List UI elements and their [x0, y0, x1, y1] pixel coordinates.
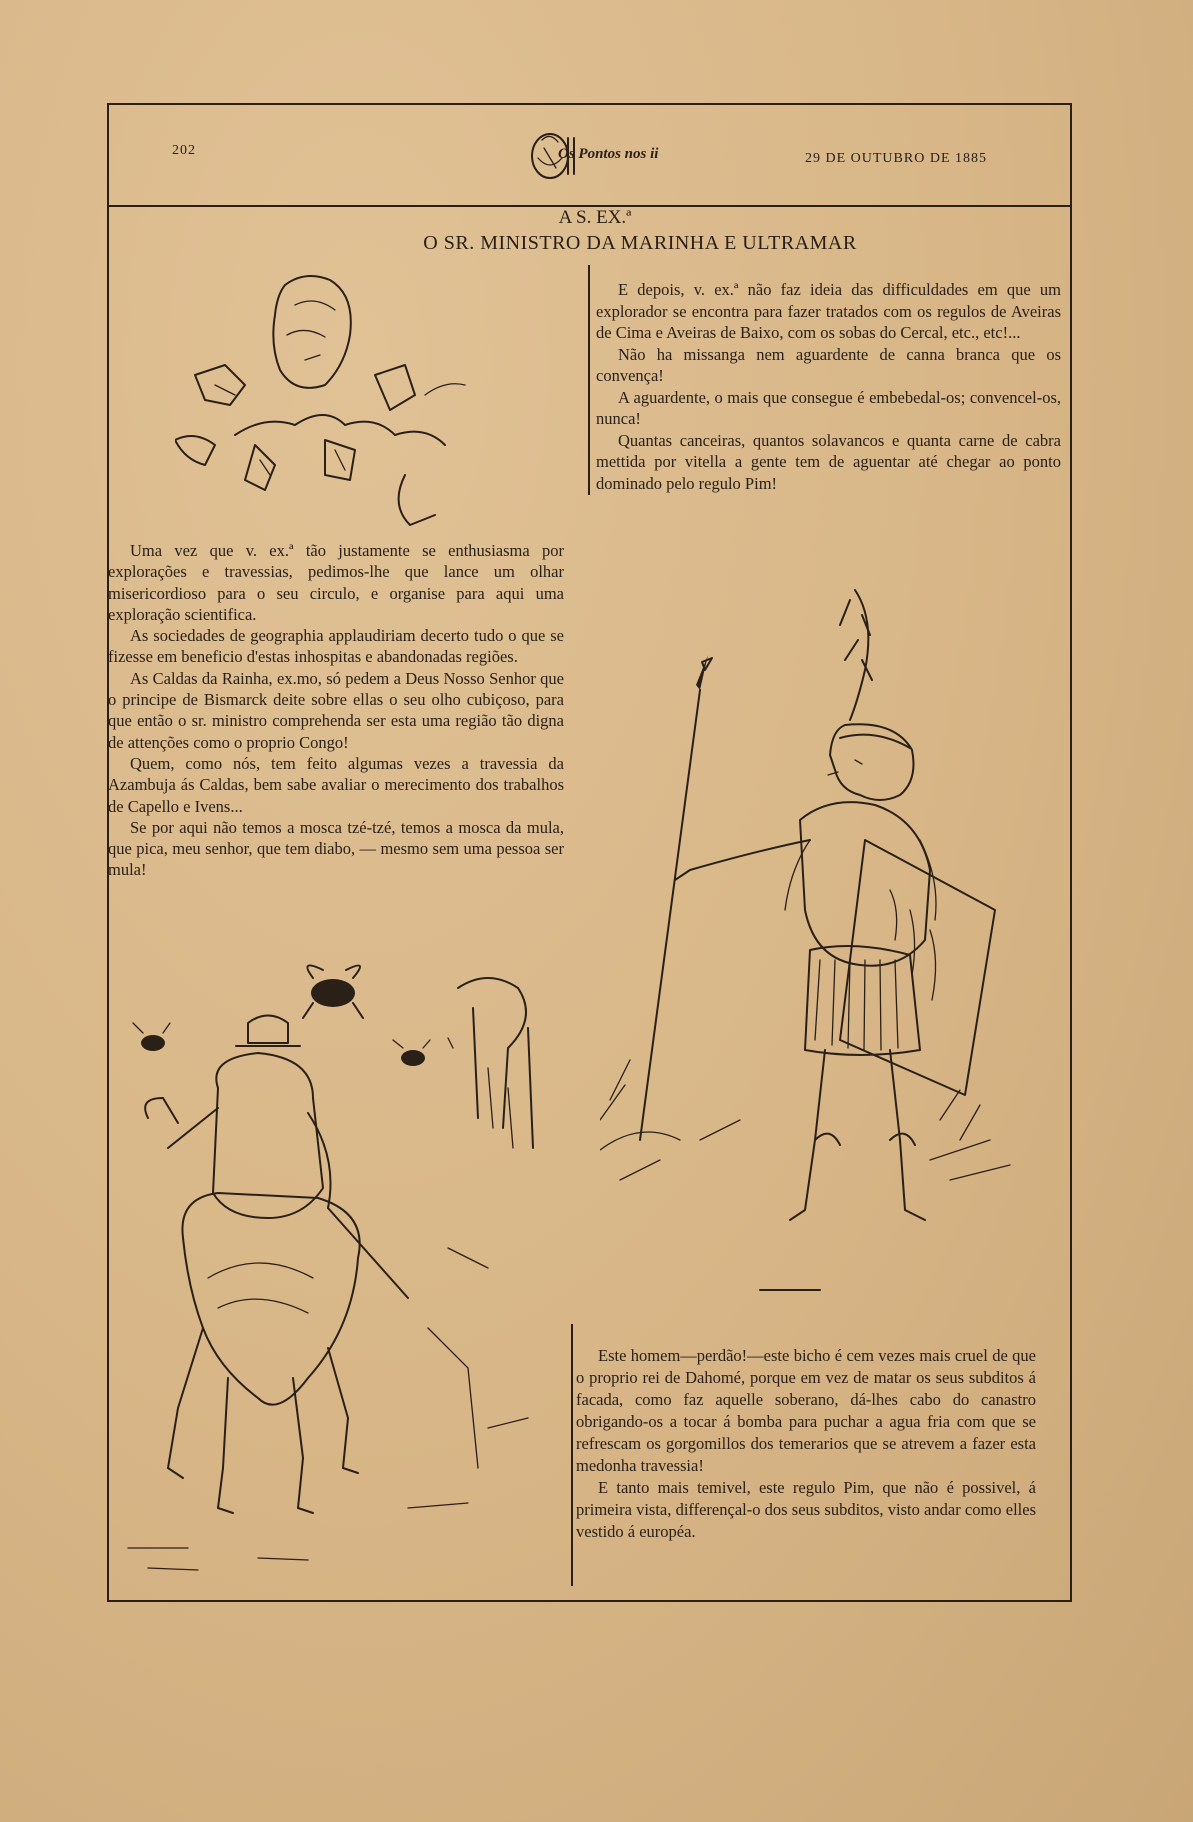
- left-paragraph: Uma vez que v. ex.ª tão justamente se enthusiasma por explorações e travessias, pedimos-lhe que lance um olhar misericordioso para o seu circulo, e organise para aqui uma exploração scientifica.: [108, 541, 564, 624]
- fly-small-left: [133, 1023, 170, 1051]
- top-rule: [107, 103, 1070, 105]
- right-paragraph: E depois, v. ex.ª não faz ideia das difficuldades em que um explorador se encontra para fazer tratados com os regulos de Aveiras de Cima e Aveiras de Baixo, com os sobas do Cercal, etc., etc!...: [596, 280, 1061, 342]
- left-paragraph: Se por aqui não temos a mosca tzé-tzé, temos a mosca da mula, que pica, meu senhor, que tem diabo, — mesmo sem uma pessoa ser mula!: [108, 817, 564, 880]
- right-paragraph: Quantas canceiras, quantos solavancos e quanta carne de cabra mettida por vitella a gente tem de aguentar até chegar ao ponto dominado pelo regulo Pim!: [596, 430, 1061, 493]
- title-subject: O SR. MINISTRO DA MARINHA E ULTRAMAR: [423, 232, 857, 254]
- masthead-title: Os Pontos nos ii: [558, 146, 659, 162]
- rider-on-mule-illustration: [108, 948, 568, 1588]
- left-paragraph: As Caldas da Rainha, ex.mo, só pedem a Deus Nosso Senhor que o principe de Bismarck deite sobre ellas o seu olho cubiçoso, para que então o sr. ministro comprehenda ser esta uma região tão digna de attenções como o proprio Congo!: [108, 668, 564, 752]
- title-dedication: A S. EX.ª: [558, 207, 632, 228]
- right-column-text-bottom: [576, 1345, 1036, 1543]
- fly-small-right: [393, 1040, 430, 1066]
- right-paragraph: Este homem—perdão!—este bicho é cem vezes mais cruel de que o proprio rei de Dahomé, porque em vez de matar os seus subditos á facada, como faz aquelle soberano, dá-lhes cabo do canastro obrigando-os a tocar á bomba para puchar a agua fria com que se refrescam os gorgomillos dos temerarios que se atrevem a fazer esta medonha travessia!: [576, 1346, 1036, 1475]
- left-paragraph: Quem, como nós, tem feito algumas vezes a travessia da Azambuja ás Caldas, bem sabe avaliar o merecimento dos trabalhos de Capello e Ivens...: [108, 753, 564, 816]
- column-divider-bottom: [571, 1324, 573, 1586]
- bust-illustration: [175, 265, 485, 535]
- left-paragraph: As sociedades de geographia applaudiriam decerto tudo o que se fizesse em beneficio d'estas inhospitas e abandonadas regiões.: [108, 626, 564, 667]
- right-paragraph: A aguardente, o mais que consegue é embebedal-os; convencel-os, nunca!: [596, 387, 1061, 428]
- left-column-text: [108, 540, 564, 881]
- column-divider-top: [588, 265, 590, 495]
- regulo-pim-illustration: [600, 580, 1020, 1320]
- page-number: 202: [172, 143, 196, 158]
- right-paragraph: Não ha missanga nem aguardente de canna branca que os convença!: [596, 344, 1061, 385]
- fly-large: [303, 966, 363, 1019]
- right-column-text-top: [596, 279, 1061, 494]
- right-paragraph: E tanto mais temivel, este regulo Pim, que não é possivel, á primeira vista, differençal-o dos seus subditos, visto andar como elles vestido á européa.: [576, 1478, 1036, 1541]
- article-title: [280, 206, 1000, 256]
- masthead-logo: [528, 128, 668, 182]
- issue-date: 29 DE OUTUBRO DE 1885: [805, 151, 987, 166]
